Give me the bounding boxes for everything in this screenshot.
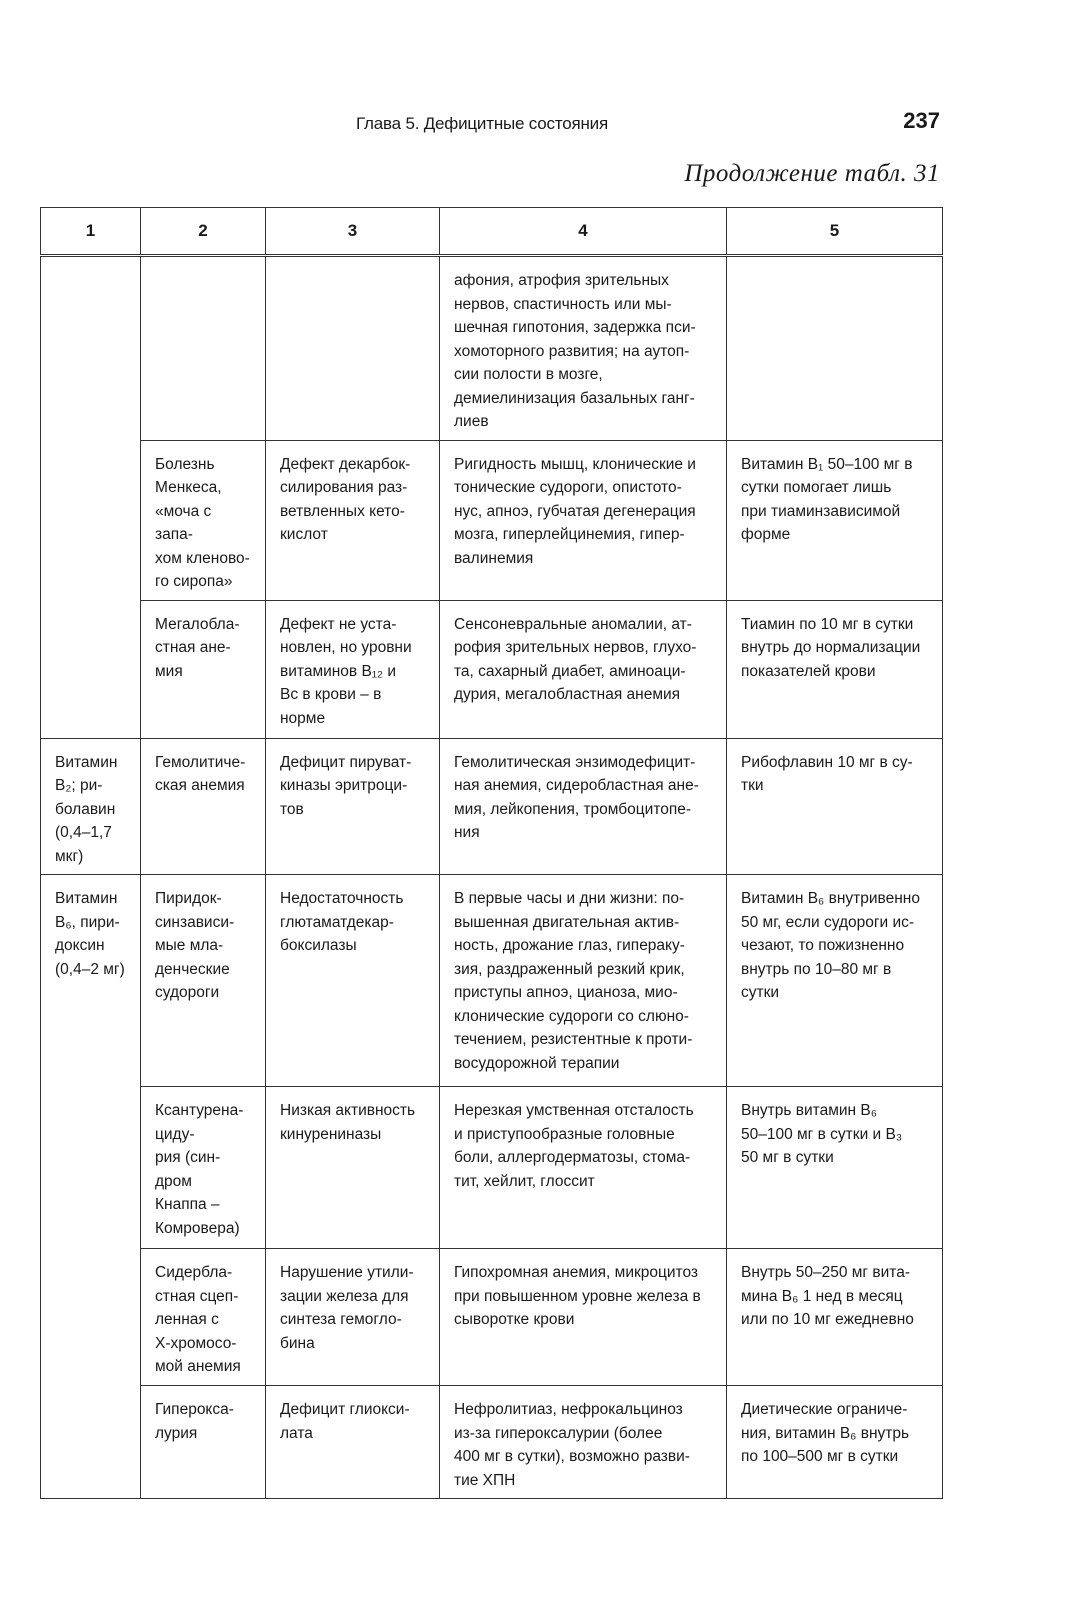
column-header-1: 1 bbox=[41, 208, 141, 256]
cause-cell bbox=[266, 1087, 440, 1249]
symptoms-text: Сенсоневральные аномалии, ат- рофия зрительных нервов, глухо- та, сахарный диабет, аминоаци- дурия, мегалобластная анемия bbox=[454, 615, 697, 703]
disease-cell bbox=[141, 1386, 266, 1499]
cause-text: Дефицит пируват- киназы эритроци- тов bbox=[280, 753, 412, 818]
treatment-text: Диетические ограниче- ния, витамин В₆ внутрь по 100–500 мг в сутки bbox=[741, 1401, 910, 1465]
column-header-2: 2 bbox=[141, 208, 266, 256]
symptoms-text: Ригидность мышц, клонические и тонические судороги, опистото- нус, апноэ, губчатая дегенерация мозга, гиперлейцинемия, гипер- валинемия bbox=[454, 455, 696, 567]
treatment-cell bbox=[727, 1386, 943, 1499]
treatment-cell bbox=[727, 738, 943, 875]
disease-cell bbox=[141, 738, 266, 875]
column-header-3: 3 bbox=[266, 208, 440, 256]
disease-cell bbox=[141, 600, 266, 738]
table-row bbox=[41, 1249, 943, 1386]
vitamin-cell bbox=[41, 738, 141, 875]
table-row bbox=[41, 600, 943, 738]
treatment-cell bbox=[727, 1249, 943, 1386]
cause-text: Дефект не уста- новлен, но уровни витаминов В₁₂ и Вс в крови – в норме bbox=[280, 615, 412, 727]
disease-text: Гемолитиче- ская анемия bbox=[155, 753, 246, 794]
disease-text: Сидербла- стная сцеп- ленная с Х-хромосо- мой анемия bbox=[155, 1264, 241, 1375]
treatment-cell bbox=[727, 1087, 943, 1249]
disease-text: Пиридок- синзависи- мые мла- денческие судороги bbox=[155, 890, 235, 1001]
cause-cell bbox=[266, 875, 440, 1087]
cause-cell bbox=[266, 1386, 440, 1499]
disease-cell bbox=[141, 1249, 266, 1386]
symptoms-cell bbox=[440, 1087, 727, 1249]
running-title: Глава 5. Дефицитные состояния bbox=[356, 114, 608, 133]
table-header bbox=[41, 208, 943, 256]
cause-text: Нарушение утили- зации железа для синтеза гемогло- бина bbox=[280, 1264, 414, 1352]
column-header-5: 5 bbox=[727, 208, 943, 256]
symptoms-cell bbox=[440, 738, 727, 875]
cause-cell bbox=[266, 440, 440, 600]
vitamin-deficiency-table bbox=[40, 207, 943, 1499]
table-body bbox=[41, 256, 943, 1499]
treatment-cell bbox=[727, 600, 943, 738]
page-header bbox=[40, 106, 940, 140]
symptoms-cell bbox=[440, 1386, 727, 1499]
symptoms-cell bbox=[440, 256, 727, 441]
page-number: 237 bbox=[903, 108, 940, 133]
treatment-text: Тиамин по 10 мг в сутки внутрь до нормализации показателей крови bbox=[741, 615, 921, 680]
header-row bbox=[41, 208, 943, 256]
cause-text: Дефект декарбок- силирования раз- ветвленных кето- кислот bbox=[280, 455, 411, 543]
cause-text: Низкая активность кинурениназы bbox=[280, 1102, 416, 1143]
symptoms-cell bbox=[440, 440, 727, 600]
table-row bbox=[41, 1087, 943, 1249]
symptoms-cell bbox=[440, 875, 727, 1087]
symptoms-cell bbox=[440, 1249, 727, 1386]
vitamin-cell bbox=[41, 875, 141, 1499]
symptoms-text: В первые часы и дни жизни: по- вышенная двигательная актив- ность, дрожание глаз, гиперaку- зия, раздраженный резкий крик, приступы апноэ, цианоза, мио- клонические судороги со слюно- течением, резистентные к проти- восудорожной терапии bbox=[454, 890, 693, 1072]
symptoms-text: Нефролитиаз, нефрокальциноз из-за гипероксалурии (более 400 мг в сутки), возможно разви- тие ХПН bbox=[454, 1401, 690, 1489]
table-row bbox=[41, 875, 943, 1087]
cause-cell bbox=[266, 600, 440, 738]
cause-cell bbox=[266, 256, 440, 441]
table-row bbox=[41, 738, 943, 875]
disease-cell bbox=[141, 256, 266, 441]
table-row bbox=[41, 256, 943, 441]
vitamin-cell bbox=[41, 256, 141, 739]
cause-text: Недостаточность глютаматдекар- боксилазы bbox=[280, 890, 404, 954]
treatment-cell bbox=[727, 440, 943, 600]
cause-cell bbox=[266, 738, 440, 875]
disease-text: Мегалобла- стная ане- мия bbox=[155, 615, 240, 680]
treatment-cell bbox=[727, 256, 943, 441]
vitamin-text: Витамин В₆, пири- доксин (0,4–2 мг) bbox=[55, 890, 125, 978]
treatment-cell bbox=[727, 875, 943, 1087]
disease-text: Болезнь Менкеса, «моча с запа- хом кленово- го сиропа» bbox=[155, 455, 250, 590]
treatment-text: Внутрь 50–250 мг вита- мина В₆ 1 нед в месяц или по 10 мг ежедневно bbox=[741, 1264, 914, 1328]
cause-text: Дефицит глиокси- лата bbox=[280, 1401, 410, 1442]
disease-cell bbox=[141, 875, 266, 1087]
treatment-text: Внутрь витамин В₆ 50–100 мг в сутки и В₃ 50 мг в сутки bbox=[741, 1102, 903, 1166]
disease-cell bbox=[141, 1087, 266, 1249]
symptoms-text: Гипохромная анемия, микроцитоз при повышенном уровне железа в сыворотке крови bbox=[454, 1264, 701, 1328]
cause-cell bbox=[266, 1249, 440, 1386]
symptoms-text: Нерезкая умственная отсталость и приступообразные головные боли, аллергодерматозы, стома- тит, хейлит, глоссит bbox=[454, 1102, 694, 1190]
symptoms-cell bbox=[440, 600, 727, 738]
vitamin-text: Витамин В₂; ри- болавин (0,4–1,7 мкг) bbox=[55, 753, 118, 865]
treatment-text: Витамин В₆ внутривенно 50 мг, если судороги ис- чезают, то пожизненно внутрь по 10–80 мг в сутки bbox=[741, 890, 920, 1001]
table-row bbox=[41, 440, 943, 600]
table-continuation-label: Продолжение табл. 31 bbox=[684, 160, 940, 187]
disease-text: Гиперокса- лурия bbox=[155, 1401, 234, 1442]
table-row bbox=[41, 1386, 943, 1499]
column-header-4: 4 bbox=[440, 208, 727, 256]
treatment-text: Витамин В₁ 50–100 мг в сутки помогает лишь при тиаминзависимой форме bbox=[741, 455, 913, 543]
disease-text: Ксантурена- циду- рия (син- дром Кнаппа – Комровера) bbox=[155, 1102, 244, 1237]
symptoms-text: Гемолитическая энзимодефицит- ная анемия, сидеробластная ане- мия, лейкопения, тромбоцитопе- ния bbox=[454, 753, 699, 841]
treatment-text: Рибофлавин 10 мг в су- тки bbox=[741, 753, 913, 794]
disease-cell bbox=[141, 440, 266, 600]
symptoms-text: афония, атрофия зрительных нервов, спастичность или мы- шечная гипотония, задержка пси- хомоторного развития; на аутоп- сии полости в мозге, демиелинизация базальных ганг- лиев bbox=[454, 272, 696, 430]
